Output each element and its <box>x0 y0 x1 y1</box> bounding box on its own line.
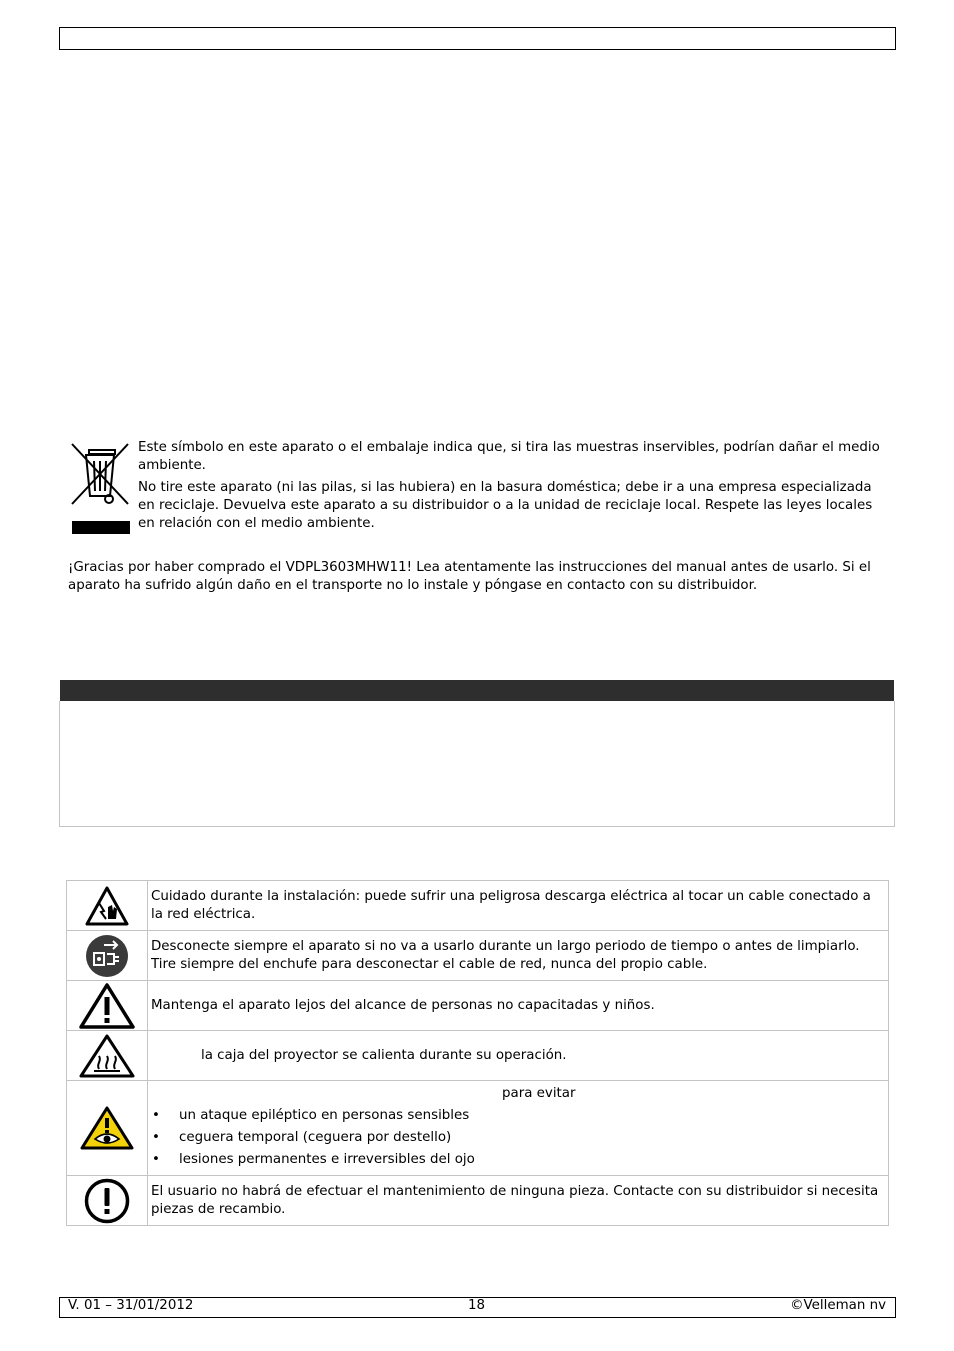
hazard-list <box>151 1105 884 1171</box>
table-row <box>67 981 889 1031</box>
header-box <box>59 27 896 50</box>
exclamation-circle-icon <box>67 1176 148 1226</box>
warning-text: Cuidado durante la instalación: puede sufrir una peligrosa descarga eléctrica al tocar un cable conectado a la red eléctrica. <box>148 881 889 931</box>
warning-lead-text: para evitar <box>502 1086 576 1101</box>
table-row <box>67 1176 889 1226</box>
crossed-out-bin-icon <box>69 440 131 536</box>
electric-shock-hand-icon <box>67 881 148 931</box>
list-item: • ceguera temporal (ceguera por destello) <box>151 1127 884 1149</box>
table-row <box>67 1081 889 1176</box>
eye-hazard-icon <box>67 1081 148 1176</box>
footer-copyright: ©Velleman nv <box>790 1298 886 1313</box>
section-header-bar <box>60 680 894 701</box>
warning-triangle-icon <box>67 981 148 1031</box>
warning-text: Mantenga el aparato lejos del alcance de personas no capacitadas y niños. <box>148 981 889 1031</box>
warning-text: El usuario no habrá de efectuar el mantenimiento de ninguna pieza. Contacte con su distribuidor si necesita piezas de recambio. <box>148 1176 889 1226</box>
section-content-box <box>59 701 895 827</box>
footer-page-number: 18 <box>468 1298 486 1313</box>
warning-text: Desconecte siempre el aparato si no va a usarlo durante un largo periodo de tiempo o antes de limpiarlo. Tire siempre del enchufe para desconectar el cable de red, nunca del propio cable. <box>148 931 889 981</box>
list-item: • un ataque epiléptico en personas sensibles <box>151 1105 884 1127</box>
footer-version: V. 01 – 31/01/2012 <box>68 1298 194 1313</box>
list-item: • lesiones permanentes e irreversibles del ojo <box>151 1149 884 1171</box>
weee-notice <box>138 439 888 537</box>
table-row <box>67 1031 889 1081</box>
weee-paragraph-2: No tire este aparato (ni las pilas, si las hubiera) en la basura doméstica; debe ir a una empresa especializada en reciclaje. Devuelva este aparato a su distribuidor o a la unidad de reciclaje local. Respete las leyes locales en relación con el medio ambiente. <box>138 480 873 531</box>
weee-paragraph-1: Este símbolo en este aparato o el embalaje indica que, si tira las muestras inservibles, podrían dañar el medio ambiente. <box>138 440 880 473</box>
warning-text: la caja del proyector se calienta durante su operación. <box>201 1047 567 1063</box>
table-row <box>67 881 889 931</box>
hot-surface-icon <box>67 1031 148 1081</box>
disconnect-plug-icon <box>67 931 148 981</box>
table-row <box>67 931 889 981</box>
safety-warnings-table <box>66 880 889 1226</box>
intro-paragraph: ¡Gracias por haber comprado el VDPL3603MHW11! Lea atentamente las instrucciones del manual antes de usarlo. Si el aparato ha sufrido algún daño en el transporte no lo instale y póngase en contacto con su distribuidor. <box>68 560 871 593</box>
